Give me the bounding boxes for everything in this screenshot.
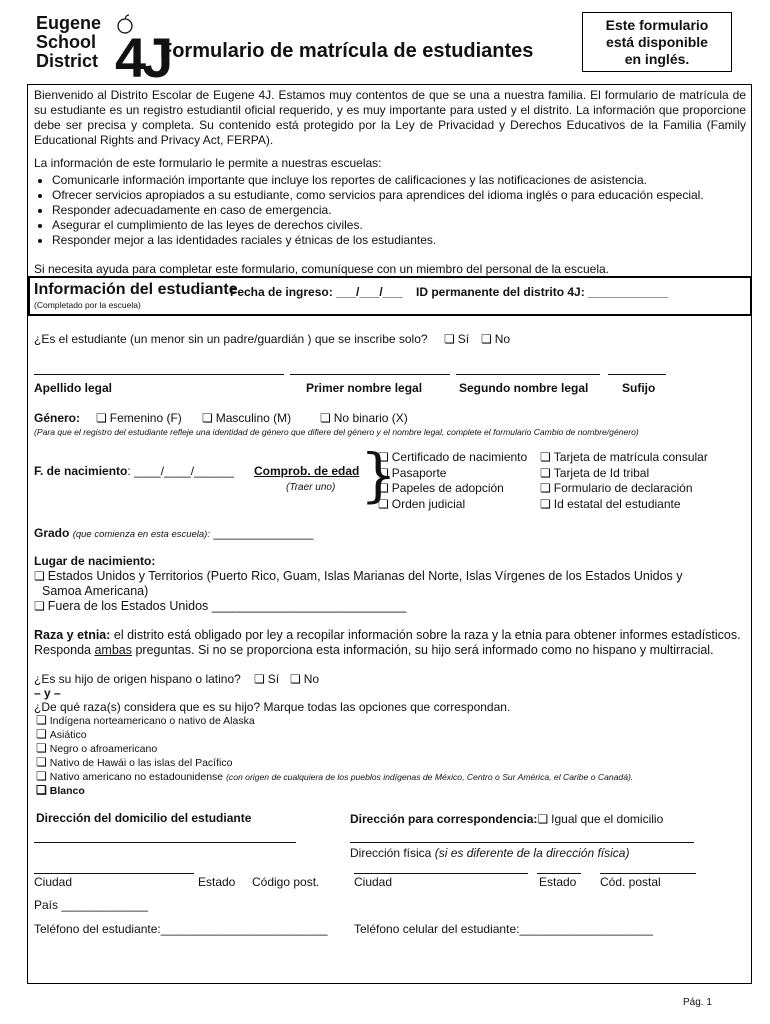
middle-name-input[interactable] [456,374,600,375]
home-address-label: Dirección del domicilio del estudiante [36,811,252,825]
page-title: Formulario de matrícula de estudiantes [160,40,534,62]
race-text2b: ambas [94,643,132,657]
hispanic-yes-checkbox[interactable]: ❏ Sí [254,672,279,687]
proof-options-left [378,450,527,512]
grade-field[interactable] [34,526,313,542]
race-checkbox[interactable]: ❏ Nativo americano no estadounidense [36,771,223,783]
dob-blank: : ____/____/______ [127,464,235,478]
proof-options-right [540,450,708,512]
race-native-row [36,770,633,784]
race-label: Raza y etnia: [34,628,111,642]
hispanic-question: ¿Es su hijo de origen hispano o latino? [34,672,241,686]
race-checkbox[interactable]: ❏ Indígena norteamericano o nativo de Alaska [36,714,633,728]
proof-checkbox[interactable]: ❏ Orden judicial [378,497,527,513]
race-question: ¿De qué raza(s) considera que es su hijo? Marque todas las opciones que correspondan. [34,700,511,714]
suffix-label: Sufijo [622,381,656,395]
mail-zip-input[interactable] [600,873,696,874]
race-checkbox[interactable]: ❏ Asiático [36,728,633,742]
student-cell-field[interactable]: Teléfono celular del estudiante:____________________ [354,922,653,936]
district-logo [36,13,170,89]
home-address-input[interactable] [34,842,296,843]
first-name-label: Primer nombre legal [306,381,423,395]
notice-line-2: está disponible [606,34,708,50]
race-text2a: Responda [34,643,95,657]
apple-icon [114,14,136,34]
race-text2c: preguntas. Si no se proporciona esta información, su hijo será informado como no hispano y multirracial. [132,643,714,657]
same-as-home-checkbox[interactable]: ❏ Igual que el domicilio [537,812,663,826]
purpose-item: • Responder mejor a las identidades raciales y étnicas de los estudiantes. [52,233,746,248]
alone-yes-checkbox[interactable]: ❏ Sí [444,332,469,347]
entry-date-field[interactable]: Fecha de ingreso: ___/___/___ [230,285,403,299]
logo-text-school: School [36,32,97,52]
gender-nonbinary-checkbox[interactable]: ❏ No binario (X) [320,411,408,426]
gender-male-checkbox[interactable]: ❏ Masculino (M) [202,411,291,426]
proof-checkbox[interactable]: ❏ Id estatal del estudiante [540,497,708,513]
race-checkbox[interactable]: ❏ Nativo de Hawái o las islas del Pacífico [36,756,633,770]
race-text: el distrito está obligado por ley a recopilar información sobre la raza y la etnia para obtener informes estadísticos. [110,628,741,642]
bring-one-note: (Traer uno) [286,482,336,493]
proof-checkbox[interactable]: ❏ Tarjeta de matrícula consular [540,450,708,466]
proof-checkbox[interactable]: ❏ Formulario de declaración [540,481,708,497]
birthplace-options [34,569,683,614]
grade-blank: _______________ [213,526,314,540]
birthplace-us-checkbox[interactable]: ❏ Estados Unidos y Territorios (Puerto Rico, Guam, Islas Marianas del Norte, Islas Vírgenes de los Estados Unidos y [34,569,683,584]
dob-field[interactable] [34,464,234,479]
mail-zip-label: Cód. postal [600,875,661,889]
mail-city-input[interactable] [354,873,528,874]
race-options [36,714,633,798]
proof-checkbox[interactable]: ❏ Papeles de adopción [378,481,527,497]
mail-address-row [350,812,663,827]
home-city-input[interactable] [34,873,194,874]
logo-text-district: District [36,51,99,71]
suffix-input[interactable] [608,374,666,375]
birthplace-outside-checkbox[interactable]: ❏ Fuera de los Estados Unidos ____________________________ [34,599,683,614]
alone-question: ¿Es el estudiante (un menor sin un padre/guardián ) que se inscribe solo? [34,332,428,346]
gender-note: (Para que el registro del estudiante refleje una identidad de género que difiere del género y el nombre legal, complete el formulario Cambio de nombre/género) [34,427,639,437]
gender-label: Género: [34,411,81,425]
purpose-item: • Responder adecuadamente en caso de emergencia. [52,203,746,218]
age-proof-label: Comprob. de edad [254,464,360,478]
proof-checkbox[interactable]: ❏ Pasaporte [378,466,527,482]
race-checkbox[interactable]: ❏ Negro o afroamericano [36,742,633,756]
last-name-label: Apellido legal [34,381,113,395]
gender-female-checkbox[interactable]: ❏ Femenino (F) [96,411,182,426]
birthplace-label: Lugar de nacimiento: [34,554,156,568]
race-white-checkbox[interactable]: ❏ Blanco [36,784,633,798]
country-field[interactable]: País _____________ [34,898,149,912]
mail-city-label: Ciudad [354,875,393,889]
home-zip-label: Código post. [252,875,320,889]
grade-note: (que comienza en esta escuela): [72,529,210,540]
dob-label: F. de nacimiento [34,464,128,478]
brace: } [360,441,397,509]
mail-state-label: Estado [539,875,577,889]
welcome-paragraph: Bienvenido al Distrito Escolar de Eugene 4J. Estamos muy contentos de que se una a nuestra familia. El formulario de matrícula de su estudiante es un registro estudiantil oficial requerido, y es muy importante para usted y el distrito. La información que proporcione debe ser precisa y completa. Su contenido está protegido por la Ley de Privacidad y Derechos Educativos de la Familia (Family Educational Rights and Privacy Act, FERPA). [34,88,746,147]
native-note: (con origen de cualquiera de los pueblos indígenas de México, Centro o Sur América, el Caribe o Canadá). [226,772,634,782]
last-name-input[interactable] [34,374,284,375]
first-name-input[interactable] [290,374,450,375]
purpose-list [34,173,746,248]
mail-address-input[interactable] [350,842,694,843]
proof-checkbox[interactable]: ❏ Certificado de nacimiento [378,450,527,466]
school-use-note: (Completado por la escuela) [34,300,141,310]
student-info-heading: Información del estudiante [34,281,238,298]
purpose-item: • Asegurar el cumplimiento de las leyes de derechos civiles. [52,218,746,233]
english-available-notice [582,12,732,72]
physical-address-text: Dirección física [350,846,435,860]
physical-address-label [350,846,629,861]
student-phone-field[interactable]: Teléfono del estudiante:_________________________ [34,922,328,936]
alone-no-checkbox[interactable]: ❏ No [481,332,510,347]
and-separator: – y – [34,686,61,700]
purpose-section [34,156,746,248]
purpose-intro: La información de este formulario le permite a nuestras escuelas: [34,156,382,170]
page-number: Pág. 1 [683,997,712,1008]
logo-text-eugene: Eugene [36,13,102,33]
logo-4j: 4J [115,26,170,89]
mail-address-label: Dirección para correspondencia: [350,812,538,826]
race-intro [34,628,746,658]
middle-name-label: Segundo nombre legal [459,381,589,395]
proof-checkbox[interactable]: ❏ Tarjeta de Id tribal [540,466,708,482]
home-state-label: Estado [198,875,236,889]
purpose-item: • Ofrecer servicios apropiados a su estudiante, como servicios para aprendices del idioma inglés o para educación especial. [52,188,746,203]
birthplace-us-cont: Samoa Americana) [42,584,149,598]
notice-line-1: Este formulario [605,17,709,33]
physical-address-note: (si es diferente de la dirección física) [434,846,630,860]
hispanic-no-checkbox[interactable]: ❏ No [290,672,319,687]
home-city-label: Ciudad [34,875,73,889]
notice-line-3: en inglés. [624,51,690,67]
purpose-item: • Comunicarle información importante que incluye los reportes de calificaciones y las notificaciones de asistencia. [52,173,746,188]
district-id-field[interactable]: ID permanente del distrito 4J: ____________ [416,285,669,299]
mail-state-input[interactable] [537,873,581,874]
help-text: Si necesita ayuda para completar este formulario, comuníquese con un miembro del personal de la escuela. [34,262,609,276]
grade-label: Grado [34,526,70,540]
